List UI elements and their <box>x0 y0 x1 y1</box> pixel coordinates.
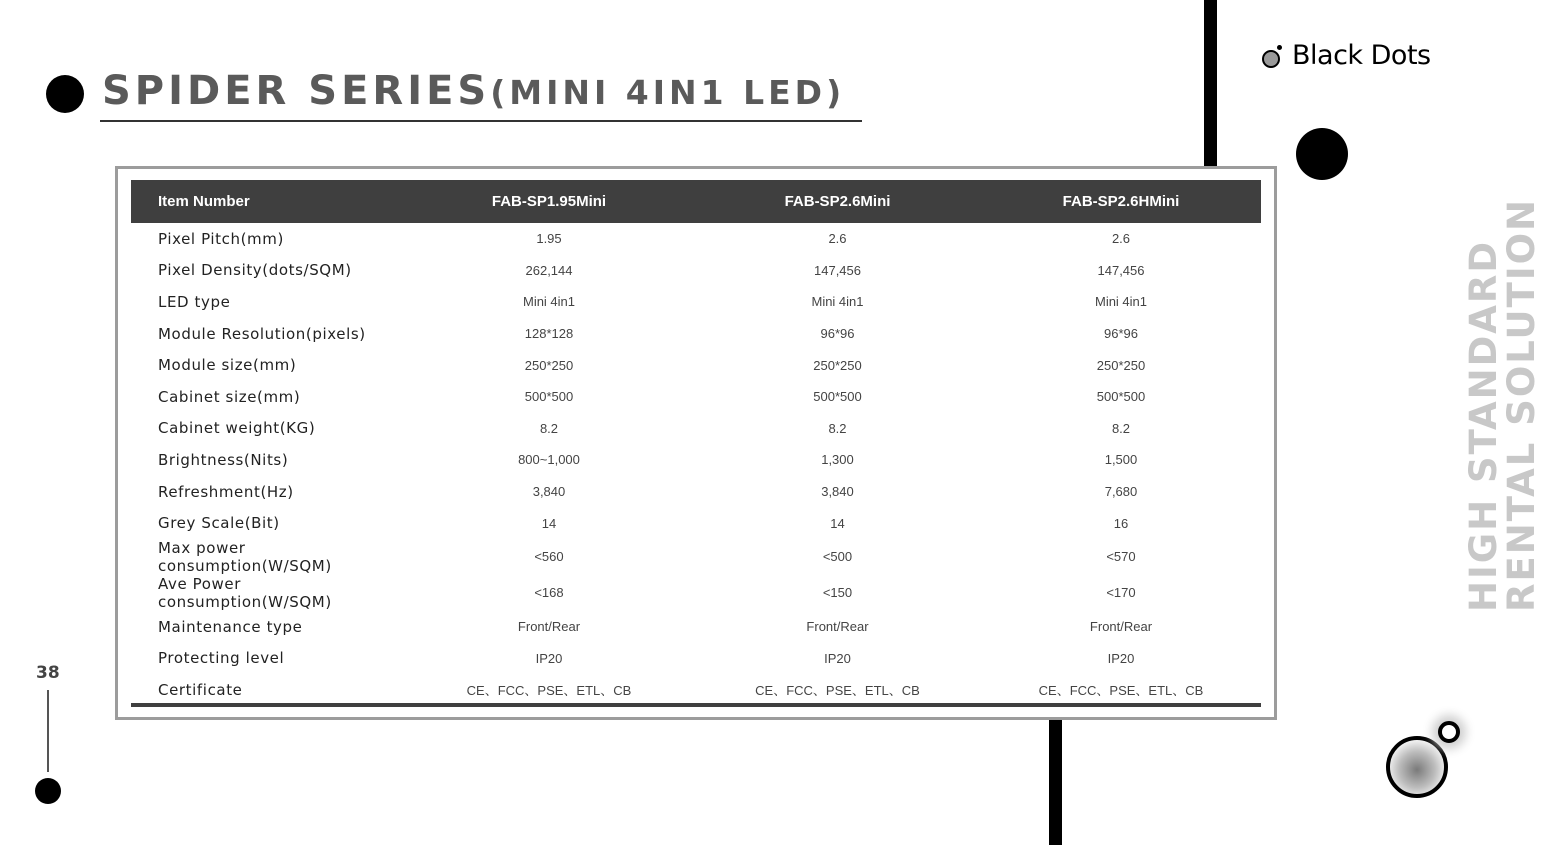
table-cell: 3,840 <box>532 484 566 500</box>
row-label: Protecting level <box>158 649 285 668</box>
table-cell: 8.2 <box>1111 420 1131 436</box>
slogan-line-1: HIGH STANDARD <box>1462 239 1505 612</box>
row-label: LED type <box>158 292 231 311</box>
row-label: Maintenance type <box>158 617 303 636</box>
title-bullet <box>46 75 84 113</box>
row-label: Module Resolution(pixels) <box>158 324 366 343</box>
table-cell: IP20 <box>1107 650 1135 666</box>
table-cell: <500 <box>822 549 853 565</box>
page-title <box>102 68 845 114</box>
table-cell: 500*500 <box>524 389 574 405</box>
logo-text: Black Dots <box>1292 40 1431 71</box>
table-row <box>131 444 1261 476</box>
row-label: Max power consumption(W/SQM) <box>158 538 332 575</box>
table-cell: 147,456 <box>1097 262 1145 278</box>
decorative-small-ring <box>1438 721 1460 743</box>
vertical-bar-bottom <box>1049 718 1062 845</box>
table-cell: 1,300 <box>821 452 854 468</box>
table-cell: 250*250 <box>813 357 862 373</box>
table-cell: 800~1,000 <box>518 452 580 468</box>
column-header: FAB-SP1.95Mini <box>404 180 694 223</box>
table-cell: 250*250 <box>1096 357 1146 373</box>
row-label: Module size(mm) <box>158 356 297 375</box>
table-bottom-rule <box>131 703 1261 707</box>
table-cell: 8.2 <box>828 420 847 436</box>
table-row <box>131 286 1261 318</box>
table-row <box>131 476 1261 508</box>
table-cell: Mini 4in1 <box>811 294 864 310</box>
table-cell: CE、FCC、PSE、ETL、CB <box>1038 683 1204 699</box>
table-row <box>131 318 1261 350</box>
vertical-bar-top <box>1204 0 1217 168</box>
table-cell: 96*96 <box>820 326 855 342</box>
page-dot <box>35 778 61 804</box>
table-cell: 14 <box>541 515 557 531</box>
table-cell: IP20 <box>824 650 851 666</box>
column-header: FAB-SP2.6Mini <box>694 180 981 223</box>
table-row <box>131 381 1261 413</box>
row-label: Refreshment(Hz) <box>158 482 294 501</box>
table-header-row <box>131 180 1261 223</box>
table-cell: <168 <box>534 585 564 601</box>
table-cell: 96*96 <box>1104 326 1138 342</box>
table-cell: Mini 4in1 <box>1094 294 1148 310</box>
table-cell: 262,144 <box>525 262 573 278</box>
table-cell: <150 <box>822 585 853 601</box>
table-cell: CE、FCC、PSE、ETL、CB <box>466 683 632 699</box>
table-cell: 1,500 <box>1104 452 1138 468</box>
row-label: Cabinet weight(KG) <box>158 419 316 438</box>
table-row <box>131 349 1261 381</box>
row-label: Certificate <box>158 680 243 699</box>
table-cell: 128*128 <box>524 326 574 342</box>
spec-table-frame <box>115 166 1277 720</box>
table-cell: 3,840 <box>821 484 854 500</box>
table-body <box>131 223 1261 706</box>
table-cell: 500*500 <box>1096 389 1146 405</box>
table-row <box>131 507 1261 539</box>
row-label: Brightness(Nits) <box>158 450 289 469</box>
table-cell: 8.2 <box>539 420 559 436</box>
table-row <box>131 575 1261 611</box>
decorative-ring <box>1386 736 1448 798</box>
row-label: Cabinet size(mm) <box>158 387 301 406</box>
table-row <box>131 611 1261 643</box>
title-main: SPIDER SERIES <box>102 68 491 114</box>
table-cell: 2.6 <box>828 231 847 247</box>
table-cell: 250*250 <box>524 357 574 373</box>
table-cell: Front/Rear <box>806 619 869 635</box>
table-row <box>131 643 1261 675</box>
title-underline <box>100 120 862 122</box>
table-row <box>131 674 1261 706</box>
table-row <box>131 413 1261 445</box>
decorative-dot <box>1296 128 1348 180</box>
column-header: Item Number <box>131 180 404 223</box>
table-cell: 1.95 <box>536 231 562 247</box>
table-cell: 2.6 <box>1111 231 1131 247</box>
table-cell: <170 <box>1106 585 1136 601</box>
slogan <box>1462 197 1543 612</box>
row-label: Grey Scale(Bit) <box>158 514 280 533</box>
table-cell: 7,680 <box>1104 484 1138 500</box>
column-header: FAB-SP2.6HMini <box>981 180 1261 223</box>
slogan-line-2: RENTAL SOLUTION <box>1500 197 1543 612</box>
brand-logo <box>1262 40 1431 71</box>
spec-table <box>131 180 1261 706</box>
row-label: Pixel Density(dots/SQM) <box>158 261 352 280</box>
table-cell: CE、FCC、PSE、ETL、CB <box>755 683 920 699</box>
table-cell: <560 <box>534 549 564 565</box>
table-cell: 16 <box>1113 515 1129 531</box>
table-cell: Front/Rear <box>517 619 581 635</box>
table-row <box>131 539 1261 575</box>
page-line <box>47 690 49 772</box>
table-cell: 500*500 <box>813 389 862 405</box>
logo-dot-icon <box>1262 45 1284 67</box>
table-cell: Mini 4in1 <box>522 294 576 310</box>
table-cell: IP20 <box>535 650 563 666</box>
table-cell: <570 <box>1106 549 1136 565</box>
table-row <box>131 255 1261 287</box>
table-cell: Front/Rear <box>1089 619 1153 635</box>
table-cell: 14 <box>830 515 845 531</box>
title-sub: (MINI 4IN1 LED) <box>490 73 846 112</box>
table-cell: 147,456 <box>814 262 861 278</box>
table-row <box>131 223 1261 255</box>
row-label: Ave Power consumption(W/SQM) <box>158 574 332 611</box>
page-number: 38 <box>36 663 60 683</box>
row-label: Pixel Pitch(mm) <box>158 229 284 248</box>
